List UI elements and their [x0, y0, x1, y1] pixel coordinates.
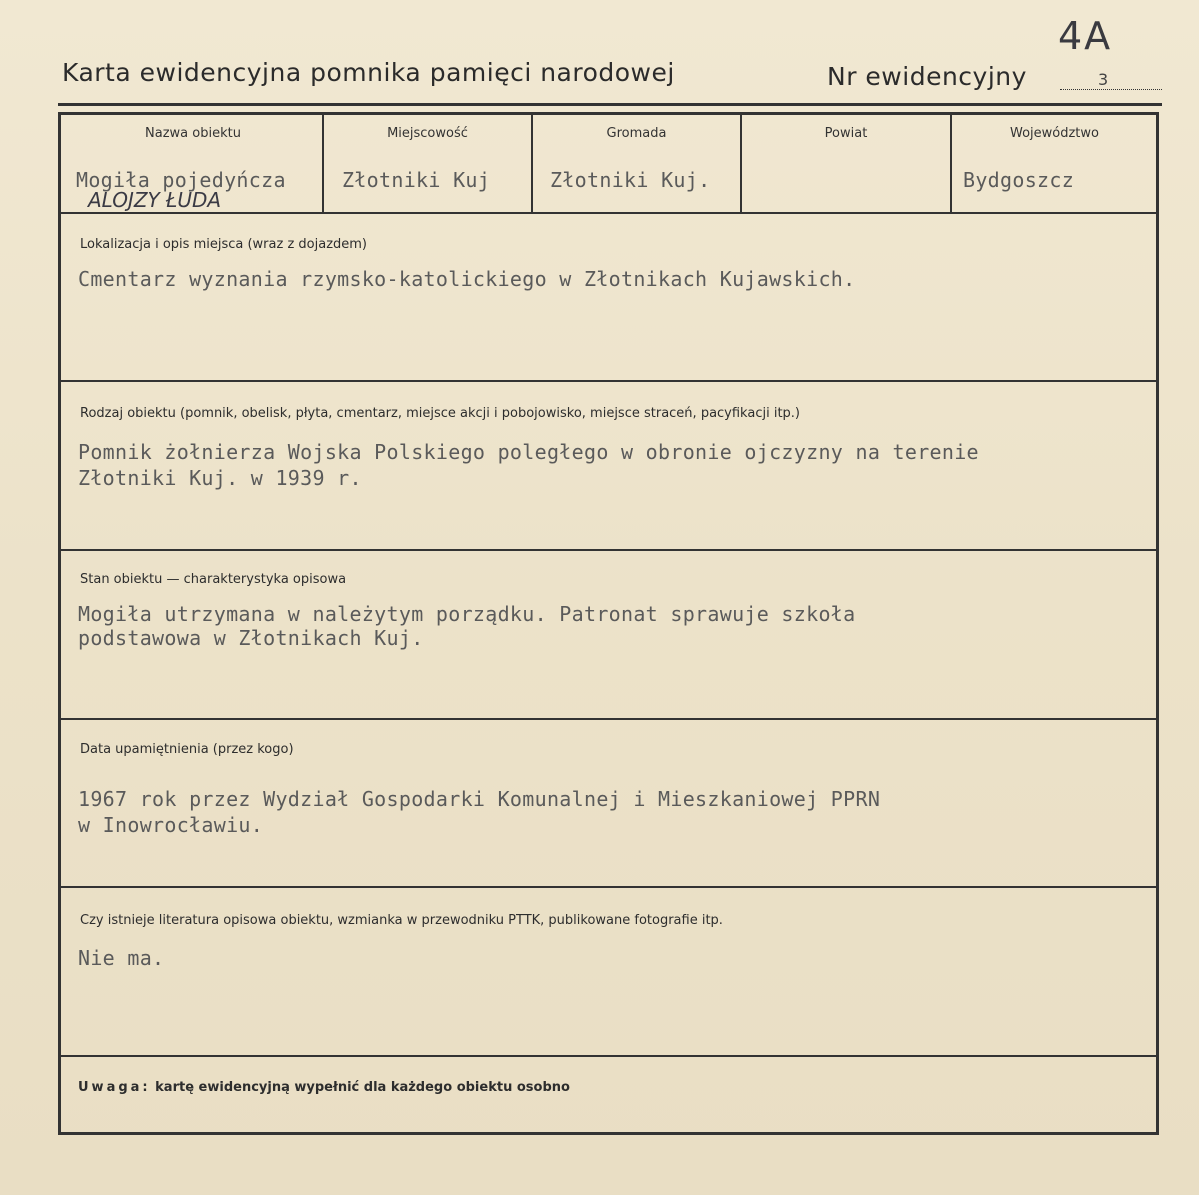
literature-section-label: Czy istnieje literatura opisowa obiektu, wzmianka w przewodniku PTTK, publikowane fotografie itp.: [80, 913, 723, 928]
condition-line-1: Mogiła utrzymana w należytym porządku. Patronat sprawuje szkoła: [78, 602, 856, 626]
section-divider: [58, 886, 1159, 888]
locality-value: Złotniki Kuj: [342, 168, 491, 192]
footer-note: [78, 1080, 570, 1095]
registry-number-line: [1060, 89, 1162, 90]
column-header-district: Powiat: [824, 126, 868, 141]
column-header-voivodeship: Województwo: [1009, 126, 1099, 141]
commemoration-date-section-label: Data upamiętnienia (przez kogo): [80, 742, 294, 757]
column-header-locality: Miejscowość: [387, 126, 468, 141]
object-type-line-2: Złotniki Kuj. w 1939 r.: [78, 466, 362, 490]
object-type-section-label: Rodzaj obiektu (pomnik, obelisk, płyta, cmentarz, miejsce akcji i pobojowisko, miejsce straceń, pacyfikacji itp.): [80, 406, 800, 421]
commune-value: Złotniki Kuj.: [550, 168, 711, 192]
condition-section-label: Stan obiektu — charakterystyka opisowa: [80, 572, 347, 587]
commemoration-line-1: 1967 rok przez Wydział Gospodarki Komunalnej i Mieszkaniowej PPRN: [78, 787, 881, 811]
condition-line-2: podstawowa w Złotnikach Kuj.: [78, 626, 424, 650]
section-divider: [58, 212, 1159, 214]
object-name-value: Mogiła pojedyńcza: [76, 168, 286, 192]
footer-note-prefix: Uwaga:: [78, 1080, 151, 1095]
section-divider: [58, 380, 1159, 382]
handwritten-person-name: ALOJZY ŁUDA: [88, 188, 222, 212]
registry-number-label: Nr ewidencyjny: [827, 62, 1027, 91]
card-title: Karta ewidencyjna pomnika pamięci narodowej: [62, 58, 675, 87]
object-type-line-1: Pomnik żołnierza Wojska Polskiego poległego w obronie ojczyzny na terenie: [78, 440, 979, 464]
column-header-object-name: Nazwa obiektu: [145, 126, 241, 141]
section-divider: [58, 1055, 1159, 1057]
footer-note-text: kartę ewidencyjną wypełnić dla każdego obiektu osobno: [155, 1080, 570, 1095]
location-section-label: Lokalizacja i opis miejsca (wraz z dojazdem): [80, 237, 367, 252]
literature-line-1: Nie ma.: [78, 946, 165, 970]
voivodeship-value: Bydgoszcz: [963, 168, 1075, 192]
location-line-1: Cmentarz wyznania rzymsko-katolickiego w Złotnikach Kujawskich.: [78, 267, 856, 291]
registry-number-value: 3: [1098, 70, 1109, 89]
section-divider: [58, 718, 1159, 720]
column-header-commune: Gromada: [606, 126, 667, 141]
commemoration-line-2: w Inowrocławiu.: [78, 813, 264, 837]
section-divider: [58, 549, 1159, 551]
header-rule: [58, 103, 1162, 106]
corner-handwritten-mark: 4A: [1058, 14, 1113, 58]
